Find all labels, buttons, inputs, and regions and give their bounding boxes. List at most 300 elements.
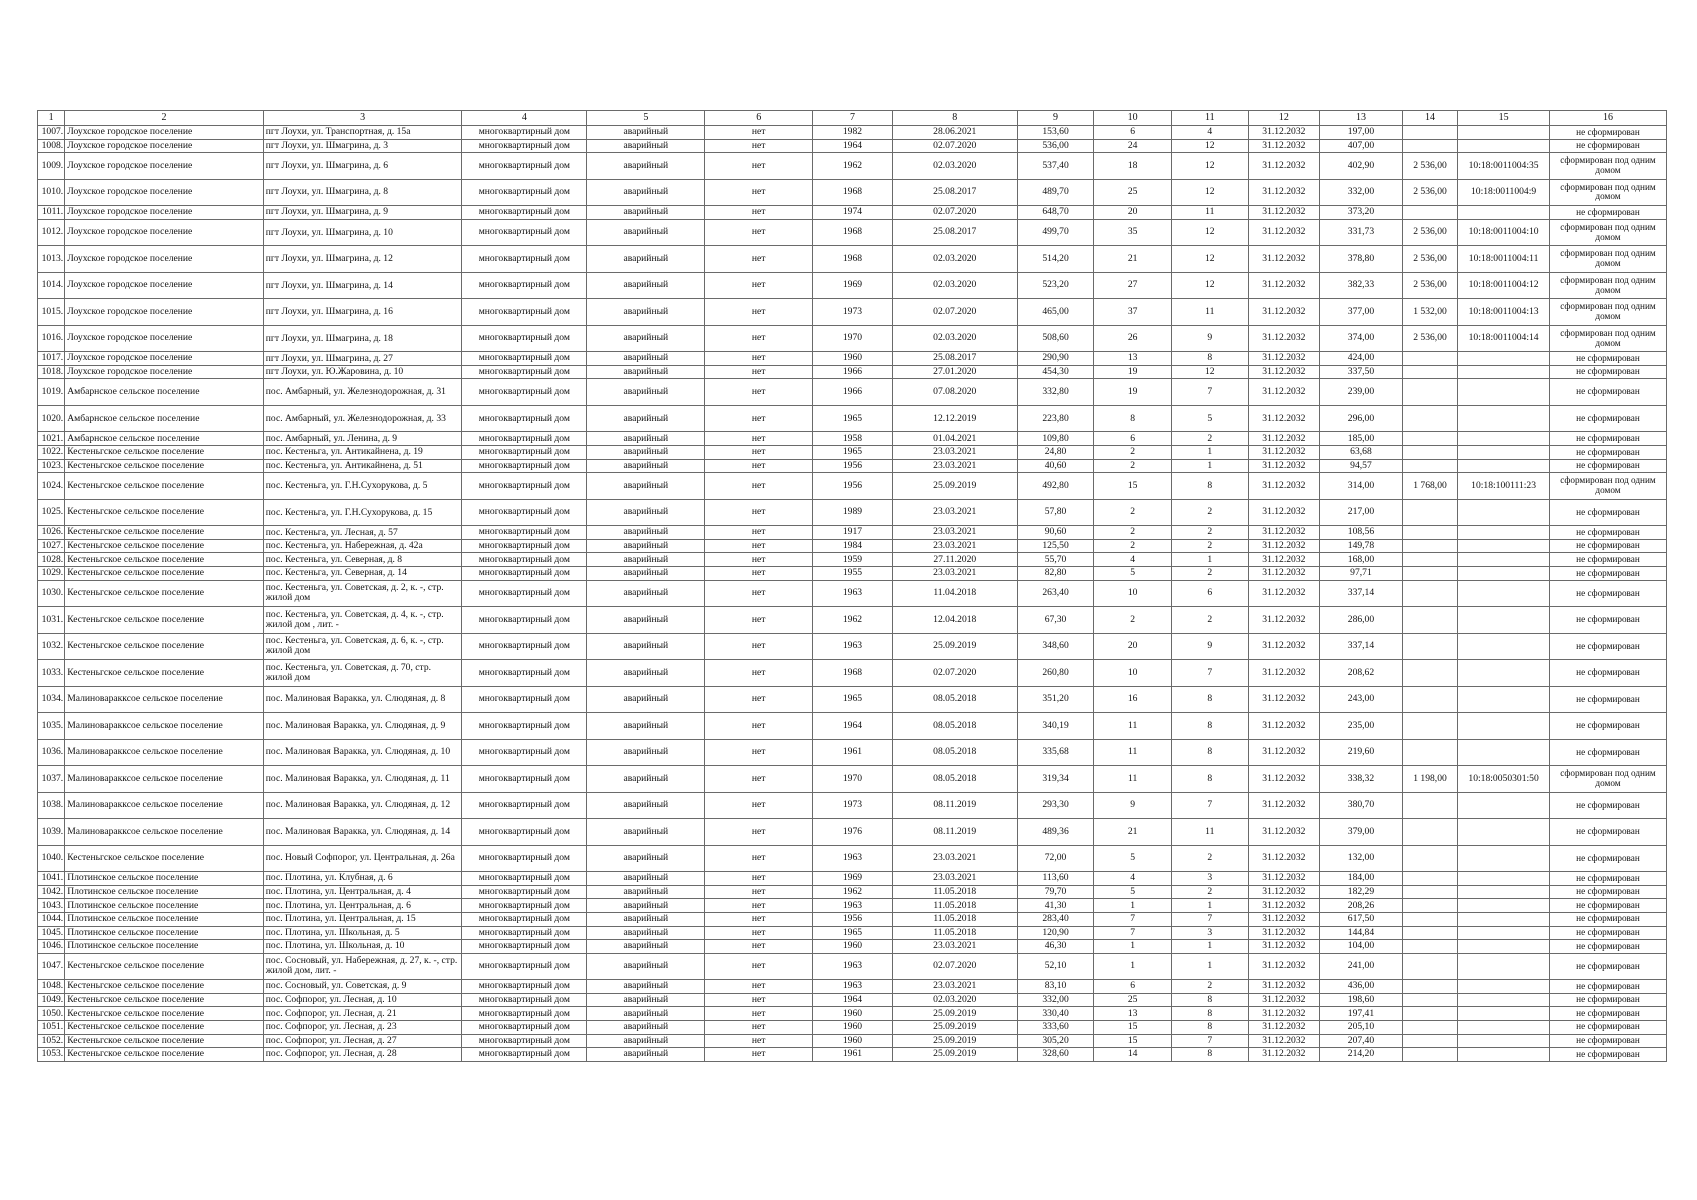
land-area-cell: 149,78 (1320, 539, 1403, 553)
row-number-cell: 1042. (38, 885, 65, 899)
build-year-cell: 1965 (813, 405, 893, 432)
settlement-name-cell: Лоухское городское поселение (65, 139, 264, 153)
condition-status-cell: аварийный (587, 660, 705, 687)
residents-count-cell: 21 (1094, 819, 1172, 846)
cadastral-number-cell (1458, 405, 1550, 432)
cadastral-number-cell (1458, 912, 1550, 926)
recognition-date-cell: 12.12.2019 (892, 405, 1017, 432)
house-type-cell: многоквартирный дом (462, 1048, 587, 1062)
land-plot-area-cell (1402, 607, 1457, 634)
table-row (38, 633, 1667, 660)
recognition-date-cell: 11.05.2018 (892, 912, 1017, 926)
resettlement-deadline-cell: 31.12.2032 (1248, 1034, 1320, 1048)
house-type-cell: многоквартирный дом (462, 219, 587, 246)
apartments-count-cell: 2 (1171, 567, 1248, 581)
emergency-flag-cell: нет (705, 206, 813, 220)
row-number-cell: 1015. (38, 299, 65, 326)
settlement-name-cell: Амбарнское сельское поселение (65, 432, 264, 446)
condition-status-cell: аварийный (587, 126, 705, 140)
table-row (38, 607, 1667, 634)
emergency-flag-cell: нет (705, 219, 813, 246)
header-cell: 2 (65, 111, 264, 126)
condition-status-cell: аварийный (587, 872, 705, 886)
build-year-cell: 1970 (813, 325, 893, 352)
condition-status-cell: аварийный (587, 432, 705, 446)
table-row (38, 899, 1667, 913)
total-area-cell: 223,80 (1017, 405, 1094, 432)
row-number-cell: 1033. (38, 660, 65, 687)
condition-status-cell: аварийный (587, 713, 705, 740)
condition-status-cell: аварийный (587, 607, 705, 634)
build-year-cell: 1976 (813, 819, 893, 846)
address-cell: пос. Плотина, ул. Центральная, д. 15 (263, 912, 462, 926)
resettlement-deadline-cell: 31.12.2032 (1248, 526, 1320, 540)
settlement-name-cell: Малиноваракксое сельское поселение (65, 792, 264, 819)
land-status-cell: не сформирован (1549, 713, 1666, 740)
settlement-name-cell: Кестеньгское сельское поселение (65, 499, 264, 526)
table-row (38, 179, 1667, 206)
build-year-cell: 1989 (813, 499, 893, 526)
build-year-cell: 1963 (813, 980, 893, 994)
land-plot-area-cell (1402, 459, 1457, 473)
land-plot-area-cell (1402, 499, 1457, 526)
emergency-flag-cell: нет (705, 885, 813, 899)
settlement-name-cell: Кестеньгское сельское поселение (65, 993, 264, 1007)
condition-status-cell: аварийный (587, 526, 705, 540)
condition-status-cell: аварийный (587, 379, 705, 406)
land-area-cell: 241,00 (1320, 953, 1403, 980)
resettlement-deadline-cell: 31.12.2032 (1248, 352, 1320, 366)
condition-status-cell: аварийный (587, 499, 705, 526)
apartments-count-cell: 8 (1171, 713, 1248, 740)
header-cell: 3 (263, 111, 462, 126)
residents-count-cell: 1 (1094, 899, 1172, 913)
resettlement-deadline-cell: 31.12.2032 (1248, 926, 1320, 940)
address-cell: пос. Кестеньга, ул. Северная, д. 14 (263, 567, 462, 581)
emergency-flag-cell: нет (705, 553, 813, 567)
land-plot-area-cell (1402, 872, 1457, 886)
row-number-cell: 1034. (38, 686, 65, 713)
cadastral-number-cell (1458, 526, 1550, 540)
build-year-cell: 1965 (813, 686, 893, 713)
emergency-flag-cell: нет (705, 580, 813, 607)
total-area-cell: 465,00 (1017, 299, 1094, 326)
land-plot-area-cell (1402, 819, 1457, 846)
row-number-cell: 1023. (38, 459, 65, 473)
resettlement-deadline-cell: 31.12.2032 (1248, 580, 1320, 607)
recognition-date-cell: 08.11.2019 (892, 792, 1017, 819)
residents-count-cell: 4 (1094, 872, 1172, 886)
table-row (38, 365, 1667, 379)
table-row (38, 379, 1667, 406)
build-year-cell: 1968 (813, 219, 893, 246)
table-row (38, 713, 1667, 740)
house-type-cell: многоквартирный дом (462, 539, 587, 553)
resettlement-deadline-cell: 31.12.2032 (1248, 607, 1320, 634)
cadastral-number-cell (1458, 580, 1550, 607)
total-area-cell: 79,70 (1017, 885, 1094, 899)
address-cell: пос. Новый Софпорог, ул. Центральная, д. 26а (263, 845, 462, 872)
recognition-date-cell: 23.03.2021 (892, 980, 1017, 994)
land-area-cell: 338,32 (1320, 766, 1403, 793)
condition-status-cell: аварийный (587, 1034, 705, 1048)
residents-count-cell: 15 (1094, 473, 1172, 500)
build-year-cell: 1960 (813, 1034, 893, 1048)
resettlement-deadline-cell: 31.12.2032 (1248, 567, 1320, 581)
apartments-count-cell: 12 (1171, 139, 1248, 153)
address-cell: пос. Амбарный, ул. Железнодорожная, д. 31 (263, 379, 462, 406)
land-area-cell: 377,00 (1320, 299, 1403, 326)
table-row (38, 539, 1667, 553)
cadastral-number-cell (1458, 567, 1550, 581)
settlement-name-cell: Кестеньгское сельское поселение (65, 953, 264, 980)
table-row (38, 405, 1667, 432)
apartments-count-cell: 7 (1171, 660, 1248, 687)
row-number-cell: 1026. (38, 526, 65, 540)
condition-status-cell: аварийный (587, 845, 705, 872)
address-cell: пос. Кестеньга, ул. Антикайнена, д. 19 (263, 446, 462, 460)
house-type-cell: многоквартирный дом (462, 766, 587, 793)
condition-status-cell: аварийный (587, 686, 705, 713)
resettlement-deadline-cell: 31.12.2032 (1248, 206, 1320, 220)
build-year-cell: 1968 (813, 179, 893, 206)
house-type-cell: многоквартирный дом (462, 819, 587, 846)
emergency-flag-cell: нет (705, 953, 813, 980)
recognition-date-cell: 12.04.2018 (892, 607, 1017, 634)
row-number-cell: 1048. (38, 980, 65, 994)
total-area-cell: 508,60 (1017, 325, 1094, 352)
address-cell: пос. Кестеньга, ул. Г.Н.Сухорукова, д. 5 (263, 473, 462, 500)
address-cell: пгт Лоухи, ул. Шмагрина, д. 16 (263, 299, 462, 326)
residents-count-cell: 2 (1094, 607, 1172, 634)
land-plot-area-cell (1402, 553, 1457, 567)
apartments-count-cell: 12 (1171, 246, 1248, 273)
condition-status-cell: аварийный (587, 246, 705, 273)
address-cell: пгт Лоухи, ул. Ю.Жаровина, д. 10 (263, 365, 462, 379)
apartments-count-cell: 12 (1171, 153, 1248, 180)
settlement-name-cell: Кестеньгское сельское поселение (65, 845, 264, 872)
apartments-count-cell: 12 (1171, 272, 1248, 299)
land-plot-area-cell (1402, 899, 1457, 913)
address-cell: пос. Кестеньга, ул. Советская, д. 6, к. -, стр. жилой дом (263, 633, 462, 660)
emergency-flag-cell: нет (705, 739, 813, 766)
resettlement-deadline-cell: 31.12.2032 (1248, 872, 1320, 886)
table-row (38, 352, 1667, 366)
total-area-cell: 260,80 (1017, 660, 1094, 687)
resettlement-deadline-cell: 31.12.2032 (1248, 539, 1320, 553)
resettlement-deadline-cell: 31.12.2032 (1248, 912, 1320, 926)
address-cell: пос. Софпорог, ул. Лесная, д. 10 (263, 993, 462, 1007)
recognition-date-cell: 11.05.2018 (892, 885, 1017, 899)
apartments-count-cell: 4 (1171, 126, 1248, 140)
build-year-cell: 1961 (813, 1048, 893, 1062)
build-year-cell: 1963 (813, 633, 893, 660)
emergency-flag-cell: нет (705, 980, 813, 994)
condition-status-cell: аварийный (587, 899, 705, 913)
row-number-cell: 1038. (38, 792, 65, 819)
house-type-cell: многоквартирный дом (462, 872, 587, 886)
address-cell: пос. Кестеньга, ул. Антикайнена, д. 51 (263, 459, 462, 473)
build-year-cell: 1973 (813, 792, 893, 819)
settlement-name-cell: Плотинское сельское поселение (65, 899, 264, 913)
table-row (38, 819, 1667, 846)
cadastral-number-cell (1458, 713, 1550, 740)
residents-count-cell: 1 (1094, 940, 1172, 954)
address-cell: пос. Плотина, ул. Клубная, д. 6 (263, 872, 462, 886)
emergency-flag-cell: нет (705, 1020, 813, 1034)
land-area-cell: 380,70 (1320, 792, 1403, 819)
land-plot-area-cell (1402, 432, 1457, 446)
total-area-cell: 319,34 (1017, 766, 1094, 793)
land-status-cell: не сформирован (1549, 139, 1666, 153)
land-status-cell: не сформирован (1549, 1048, 1666, 1062)
land-area-cell: 296,00 (1320, 405, 1403, 432)
address-cell: пгт Лоухи, ул. Шмагрина, д. 10 (263, 219, 462, 246)
table-row (38, 126, 1667, 140)
land-plot-area-cell (1402, 405, 1457, 432)
house-type-cell: многоквартирный дом (462, 926, 587, 940)
land-status-cell: сформирован под одним домом (1549, 473, 1666, 500)
row-number-cell: 1019. (38, 379, 65, 406)
emergency-flag-cell: нет (705, 1048, 813, 1062)
residents-count-cell: 1 (1094, 953, 1172, 980)
residents-count-cell: 18 (1094, 153, 1172, 180)
residents-count-cell: 20 (1094, 633, 1172, 660)
apartments-count-cell: 8 (1171, 473, 1248, 500)
build-year-cell: 1966 (813, 379, 893, 406)
land-status-cell: не сформирован (1549, 126, 1666, 140)
cadastral-number-cell (1458, 352, 1550, 366)
house-type-cell: многоквартирный дом (462, 272, 587, 299)
land-status-cell: не сформирован (1549, 607, 1666, 634)
address-cell: пос. Малиновая Варакка, ул. Слюдяная, д. 9 (263, 713, 462, 740)
condition-status-cell: аварийный (587, 206, 705, 220)
house-type-cell: многоквартирный дом (462, 607, 587, 634)
build-year-cell: 1970 (813, 766, 893, 793)
cadastral-number-cell: 10:18:0011004:35 (1458, 153, 1550, 180)
residents-count-cell: 6 (1094, 126, 1172, 140)
house-type-cell: многоквартирный дом (462, 993, 587, 1007)
total-area-cell: 82,80 (1017, 567, 1094, 581)
build-year-cell: 1963 (813, 845, 893, 872)
land-area-cell: 132,00 (1320, 845, 1403, 872)
address-cell: пос. Кестеньга, ул. Набережная, д. 42а (263, 539, 462, 553)
apartments-count-cell: 2 (1171, 432, 1248, 446)
house-type-cell: многоквартирный дом (462, 352, 587, 366)
header-cell: 1 (38, 111, 65, 126)
apartments-count-cell: 7 (1171, 912, 1248, 926)
table-row (38, 153, 1667, 180)
condition-status-cell: аварийный (587, 405, 705, 432)
emergency-flag-cell: нет (705, 912, 813, 926)
address-cell: пос. Кестеньга, ул. Северная, д. 8 (263, 553, 462, 567)
residents-count-cell: 2 (1094, 539, 1172, 553)
total-area-cell: 290,90 (1017, 352, 1094, 366)
settlement-name-cell: Малиноваракксое сельское поселение (65, 713, 264, 740)
resettlement-deadline-cell: 31.12.2032 (1248, 713, 1320, 740)
resettlement-deadline-cell: 31.12.2032 (1248, 272, 1320, 299)
resettlement-deadline-cell: 31.12.2032 (1248, 325, 1320, 352)
build-year-cell: 1917 (813, 526, 893, 540)
cadastral-number-cell: 10:18:100111:23 (1458, 473, 1550, 500)
resettlement-deadline-cell: 31.12.2032 (1248, 432, 1320, 446)
total-area-cell: 489,36 (1017, 819, 1094, 846)
header-cell: 5 (587, 111, 705, 126)
table-row (38, 139, 1667, 153)
house-type-cell: многоквартирный дом (462, 365, 587, 379)
emergency-flag-cell: нет (705, 1034, 813, 1048)
header-cell: 13 (1320, 111, 1403, 126)
apartments-count-cell: 8 (1171, 766, 1248, 793)
land-area-cell: 63,68 (1320, 446, 1403, 460)
address-cell: пгт Лоухи, ул. Шмагрина, д. 8 (263, 179, 462, 206)
land-area-cell: 214,20 (1320, 1048, 1403, 1062)
land-plot-area-cell (1402, 980, 1457, 994)
table-row (38, 792, 1667, 819)
house-type-cell: многоквартирный дом (462, 139, 587, 153)
address-cell: пгт Лоухи, ул. Шмагрина, д. 18 (263, 325, 462, 352)
land-status-cell: не сформирован (1549, 553, 1666, 567)
row-number-cell: 1052. (38, 1034, 65, 1048)
land-area-cell: 331,73 (1320, 219, 1403, 246)
cadastral-number-cell (1458, 660, 1550, 687)
header-cell: 16 (1549, 111, 1666, 126)
condition-status-cell: аварийный (587, 926, 705, 940)
land-plot-area-cell: 2 536,00 (1402, 179, 1457, 206)
cadastral-number-cell: 10:18:0050301:50 (1458, 766, 1550, 793)
residents-count-cell: 24 (1094, 139, 1172, 153)
settlement-name-cell: Малиноваракксое сельское поселение (65, 819, 264, 846)
total-area-cell: 499,70 (1017, 219, 1094, 246)
total-area-cell: 328,60 (1017, 1048, 1094, 1062)
residents-count-cell: 10 (1094, 580, 1172, 607)
residents-count-cell: 15 (1094, 1020, 1172, 1034)
table-row (38, 553, 1667, 567)
table-row (38, 206, 1667, 220)
cadastral-number-cell (1458, 1048, 1550, 1062)
total-area-cell: 489,70 (1017, 179, 1094, 206)
recognition-date-cell: 25.09.2019 (892, 1034, 1017, 1048)
land-area-cell: 208,26 (1320, 899, 1403, 913)
resettlement-deadline-cell: 31.12.2032 (1248, 686, 1320, 713)
recognition-date-cell: 23.03.2021 (892, 567, 1017, 581)
settlement-name-cell: Кестеньгское сельское поселение (65, 1007, 264, 1021)
table-row (38, 686, 1667, 713)
settlement-name-cell: Лоухское городское поселение (65, 179, 264, 206)
recognition-date-cell: 25.08.2017 (892, 352, 1017, 366)
settlement-name-cell: Лоухское городское поселение (65, 246, 264, 273)
emergency-flag-cell: нет (705, 660, 813, 687)
condition-status-cell: аварийный (587, 819, 705, 846)
resettlement-deadline-cell: 31.12.2032 (1248, 980, 1320, 994)
residents-count-cell: 2 (1094, 526, 1172, 540)
table-row (38, 432, 1667, 446)
house-type-cell: многоквартирный дом (462, 526, 587, 540)
build-year-cell: 1960 (813, 1020, 893, 1034)
resettlement-deadline-cell: 31.12.2032 (1248, 993, 1320, 1007)
table-row (38, 1034, 1667, 1048)
emergency-flag-cell: нет (705, 819, 813, 846)
resettlement-deadline-cell: 31.12.2032 (1248, 553, 1320, 567)
cadastral-number-cell (1458, 446, 1550, 460)
recognition-date-cell: 25.08.2017 (892, 179, 1017, 206)
land-status-cell: сформирован под одним домом (1549, 219, 1666, 246)
residents-count-cell: 9 (1094, 792, 1172, 819)
apartments-count-cell: 8 (1171, 1048, 1248, 1062)
residents-count-cell: 2 (1094, 459, 1172, 473)
build-year-cell: 1955 (813, 567, 893, 581)
cadastral-number-cell (1458, 499, 1550, 526)
house-type-cell: многоквартирный дом (462, 792, 587, 819)
resettlement-deadline-cell: 31.12.2032 (1248, 379, 1320, 406)
land-plot-area-cell: 1 198,00 (1402, 766, 1457, 793)
apartments-count-cell: 8 (1171, 1020, 1248, 1034)
address-cell: пос. Кестеньга, ул. Г.Н.Сухорукова, д. 15 (263, 499, 462, 526)
cadastral-number-cell (1458, 365, 1550, 379)
condition-status-cell: аварийный (587, 766, 705, 793)
settlement-name-cell: Плотинское сельское поселение (65, 872, 264, 886)
recognition-date-cell: 25.09.2019 (892, 633, 1017, 660)
settlement-name-cell: Кестеньгское сельское поселение (65, 459, 264, 473)
land-area-cell: 197,41 (1320, 1007, 1403, 1021)
recognition-date-cell: 25.08.2017 (892, 219, 1017, 246)
settlement-name-cell: Лоухское городское поселение (65, 365, 264, 379)
land-plot-area-cell (1402, 792, 1457, 819)
apartments-count-cell: 2 (1171, 607, 1248, 634)
house-type-cell: многоквартирный дом (462, 899, 587, 913)
apartments-count-cell: 1 (1171, 459, 1248, 473)
land-plot-area-cell (1402, 926, 1457, 940)
apartments-count-cell: 12 (1171, 365, 1248, 379)
house-type-cell: многоквартирный дом (462, 567, 587, 581)
emergency-flag-cell: нет (705, 845, 813, 872)
house-type-cell: многоквартирный дом (462, 686, 587, 713)
emergency-flag-cell: нет (705, 432, 813, 446)
row-number-cell: 1021. (38, 432, 65, 446)
condition-status-cell: аварийный (587, 179, 705, 206)
recognition-date-cell: 23.03.2021 (892, 526, 1017, 540)
total-area-cell: 52,10 (1017, 953, 1094, 980)
build-year-cell: 1961 (813, 739, 893, 766)
total-area-cell: 41,30 (1017, 899, 1094, 913)
recognition-date-cell: 23.03.2021 (892, 459, 1017, 473)
emergency-flag-cell: нет (705, 179, 813, 206)
column-number-header-row (38, 111, 1667, 126)
table-row (38, 299, 1667, 326)
apartments-count-cell: 1 (1171, 953, 1248, 980)
total-area-cell: 348,60 (1017, 633, 1094, 660)
residents-count-cell: 2 (1094, 499, 1172, 526)
apartments-count-cell: 6 (1171, 580, 1248, 607)
emergency-flag-cell: нет (705, 446, 813, 460)
settlement-name-cell: Малиноваракксое сельское поселение (65, 739, 264, 766)
table-row (38, 872, 1667, 886)
total-area-cell: 24,80 (1017, 446, 1094, 460)
resettlement-deadline-cell: 31.12.2032 (1248, 219, 1320, 246)
house-type-cell: многоквартирный дом (462, 1007, 587, 1021)
apartments-count-cell: 2 (1171, 539, 1248, 553)
apartments-count-cell: 8 (1171, 686, 1248, 713)
build-year-cell: 1960 (813, 1007, 893, 1021)
table-row (38, 499, 1667, 526)
residents-count-cell: 11 (1094, 713, 1172, 740)
land-status-cell: не сформирован (1549, 432, 1666, 446)
cadastral-number-cell: 10:18:0011004:12 (1458, 272, 1550, 299)
row-number-cell: 1051. (38, 1020, 65, 1034)
residents-count-cell: 27 (1094, 272, 1172, 299)
recognition-date-cell: 02.03.2020 (892, 325, 1017, 352)
land-status-cell: не сформирован (1549, 845, 1666, 872)
